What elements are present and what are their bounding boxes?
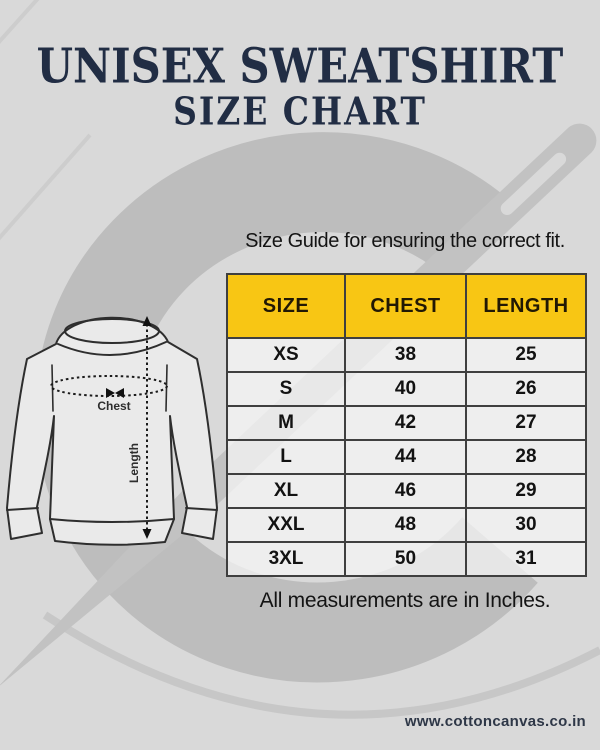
table-row [227, 474, 586, 508]
size-guide-caption: Size Guide for ensuring the correct fit. [245, 230, 565, 252]
size-cell: XL [227, 474, 345, 508]
length-cell: 30 [466, 508, 586, 542]
sweatshirt-diagram [4, 311, 226, 551]
chest-cell: 40 [345, 372, 466, 406]
chest-cell: 44 [345, 440, 466, 474]
size-cell: XXL [227, 508, 345, 542]
size-cell: L [227, 440, 345, 474]
length-cell: 29 [466, 474, 586, 508]
table-row [227, 372, 586, 406]
page-subtitle: SIZE CHART [173, 89, 427, 135]
size-cell: M [227, 406, 345, 440]
table-header-row [227, 274, 586, 338]
length-cell: 27 [466, 406, 586, 440]
size-table [226, 273, 587, 577]
chest-cell: 38 [345, 338, 466, 372]
title-block [0, 38, 600, 135]
table-row [227, 338, 586, 372]
size-cell: S [227, 372, 345, 406]
length-label: Length [127, 443, 141, 483]
table-row [227, 440, 586, 474]
table-row [227, 406, 586, 440]
table-row [227, 542, 586, 576]
chest-cell: 50 [345, 542, 466, 576]
chest-cell: 42 [345, 406, 466, 440]
length-cell: 28 [466, 440, 586, 474]
chest-cell: 48 [345, 508, 466, 542]
table-row [227, 508, 586, 542]
sweatshirt-outline [7, 318, 217, 545]
column-header-chest: CHEST [345, 274, 466, 338]
chest-label: Chest [97, 399, 131, 413]
size-table-container [226, 273, 587, 577]
thread-curve [0, 135, 90, 260]
length-cell: 31 [466, 542, 586, 576]
column-header-length: LENGTH [466, 274, 586, 338]
size-cell: XS [227, 338, 345, 372]
size-cell: 3XL [227, 542, 345, 576]
chest-cell: 46 [345, 474, 466, 508]
length-cell: 26 [466, 372, 586, 406]
website-url: www.cottoncanvas.co.in [404, 713, 586, 730]
page-title: UNISEX SWEATSHIRT [36, 38, 564, 95]
column-header-size: SIZE [227, 274, 345, 338]
length-cell: 25 [466, 338, 586, 372]
units-note: All measurements are in Inches. [259, 589, 551, 612]
